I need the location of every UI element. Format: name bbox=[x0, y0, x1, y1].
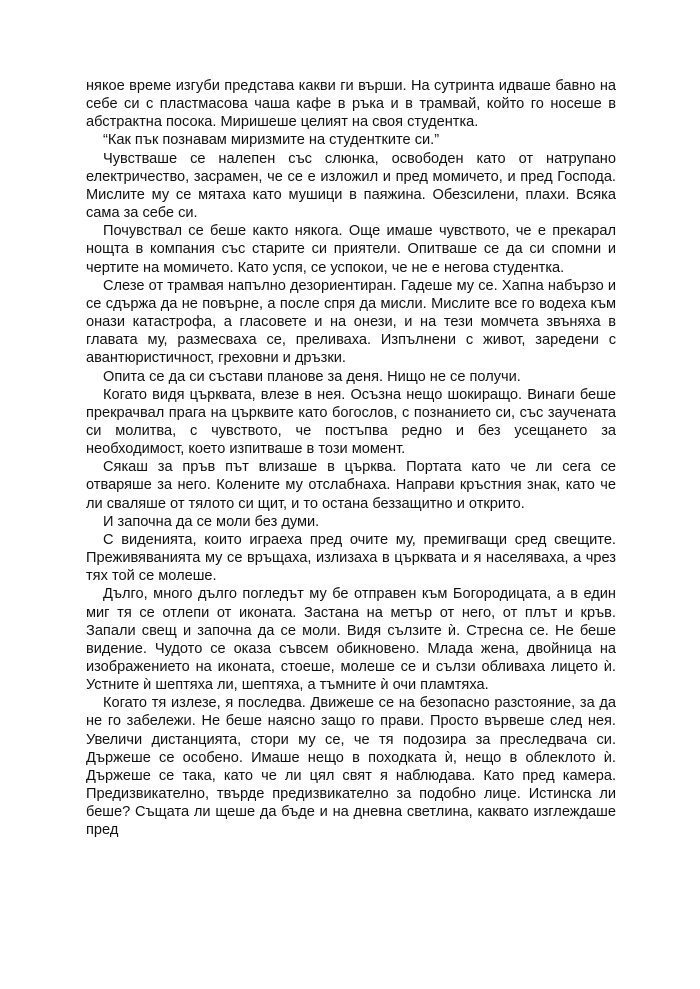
paragraph-2: “Как пък познавам миризмите на студентките си.” bbox=[103, 132, 440, 149]
paragraph-6: Опита се да си състави планове за деня. Нищо не се получи. bbox=[103, 368, 521, 385]
paragraph-9: И започна да се моли без думи. bbox=[103, 513, 320, 530]
body-text bbox=[86, 77, 616, 840]
paragraph-10: С виденията, които играеха пред очите му, премигващи сред свещите. Преживяванията му се връщаха, излизаха в църквата и я населяваха, а чрез тях той се молеше. bbox=[86, 531, 616, 585]
paragraph-8: Сякаш за пръв път влизаше в църква. Портата като че ли сега се отваряше за него. Колените му отслабнаха. Направи кръстния знак, като че ли сваляше от тялото си щит, и то остана беззащитно и открито. bbox=[86, 459, 616, 512]
paragraph-7: Когато видя църквата, влезе в нея. Осъзна нещо шокиращо. Винаги беше прекрачвал прага на църквите като богослов, с познанието си, със заучената си молитва, с чувството, че постъпва редно и без усещането за необходимост, което изпитваше в този момент. bbox=[86, 386, 616, 458]
paragraph-4: Почувствал се беше както някога. Още имаше чувството, че е прекарал нощта в компания със старите си приятели. Опитваше се да си спомни и чертите на момичето. Като успя, се успокои, че не е негова студентка. bbox=[86, 223, 616, 276]
paragraph-3: Чувстваше се налепен със слюнка, освободен като от натрупано електричество, засрамен, че се е изложил и пред момичето, и пред Господа. Мислите му се мятаха като мушици в паяжина. Обезсилени, плахи. Всяка сама за себе си. bbox=[86, 150, 616, 222]
paragraph-5: Слезе от трамвая напълно дезориентиран. Гадеше му се. Хапна набързо и се сдържа да не повърне, а после спря да мисли. Мислите все го водеха към онази катастрофа, а гласовете и на онези, и на тези момчета звъняха в главата му, размесваха се, преливаха. Изпълнени с живот, заредени с авантюристичност, греховни и дръзки. bbox=[86, 277, 616, 367]
paragraph-1: някое време изгуби представа какви ги върши. На сутринта идваше бавно на себе си с пластмасова чаша кафе в ръка и в трамвай, който го носеше в абстрактна посока. Миришеше целият на своя студентка. bbox=[86, 78, 616, 131]
paragraph-11: Дълго, много дълго погледът му бе отправен към Богородицата, а в един миг тя се отлепи от иконата. Застана на метър от него, от плът и кръв. Запали свещ и започна да се моли. Видя сълзите ѝ. Стресна се. Не беше видение. Чудото се оказа съвсем обикновено. Млада жена, двойница на изображението на иконата, стоеше, молеше се и сълзи обливаха лицето ѝ. Устните ѝ шептяха ли, шептяха, а тъмните ѝ очи пламтяха. bbox=[86, 586, 616, 694]
paragraph-12: Когато тя излезе, я последва. Движеше се на безопасно разстояние, за да не го забележи. Не беше наясно защо го прави. Просто вървеше след нея. Увеличи дистанцията, стори му се, че тя подозира за преследвача си. Държеше се особено. Имаше нещо в походката ѝ, нещо в облеклото ѝ. Държеше се така, като че ли цял свят я наблюдава. Като пред камера. Предизвикателно, твърде предизвикателно за подобно лице. Истинска ли беше? Същата ли щеше да бъде и на дневна светлина, каквато изглеждаше пред bbox=[86, 695, 616, 839]
